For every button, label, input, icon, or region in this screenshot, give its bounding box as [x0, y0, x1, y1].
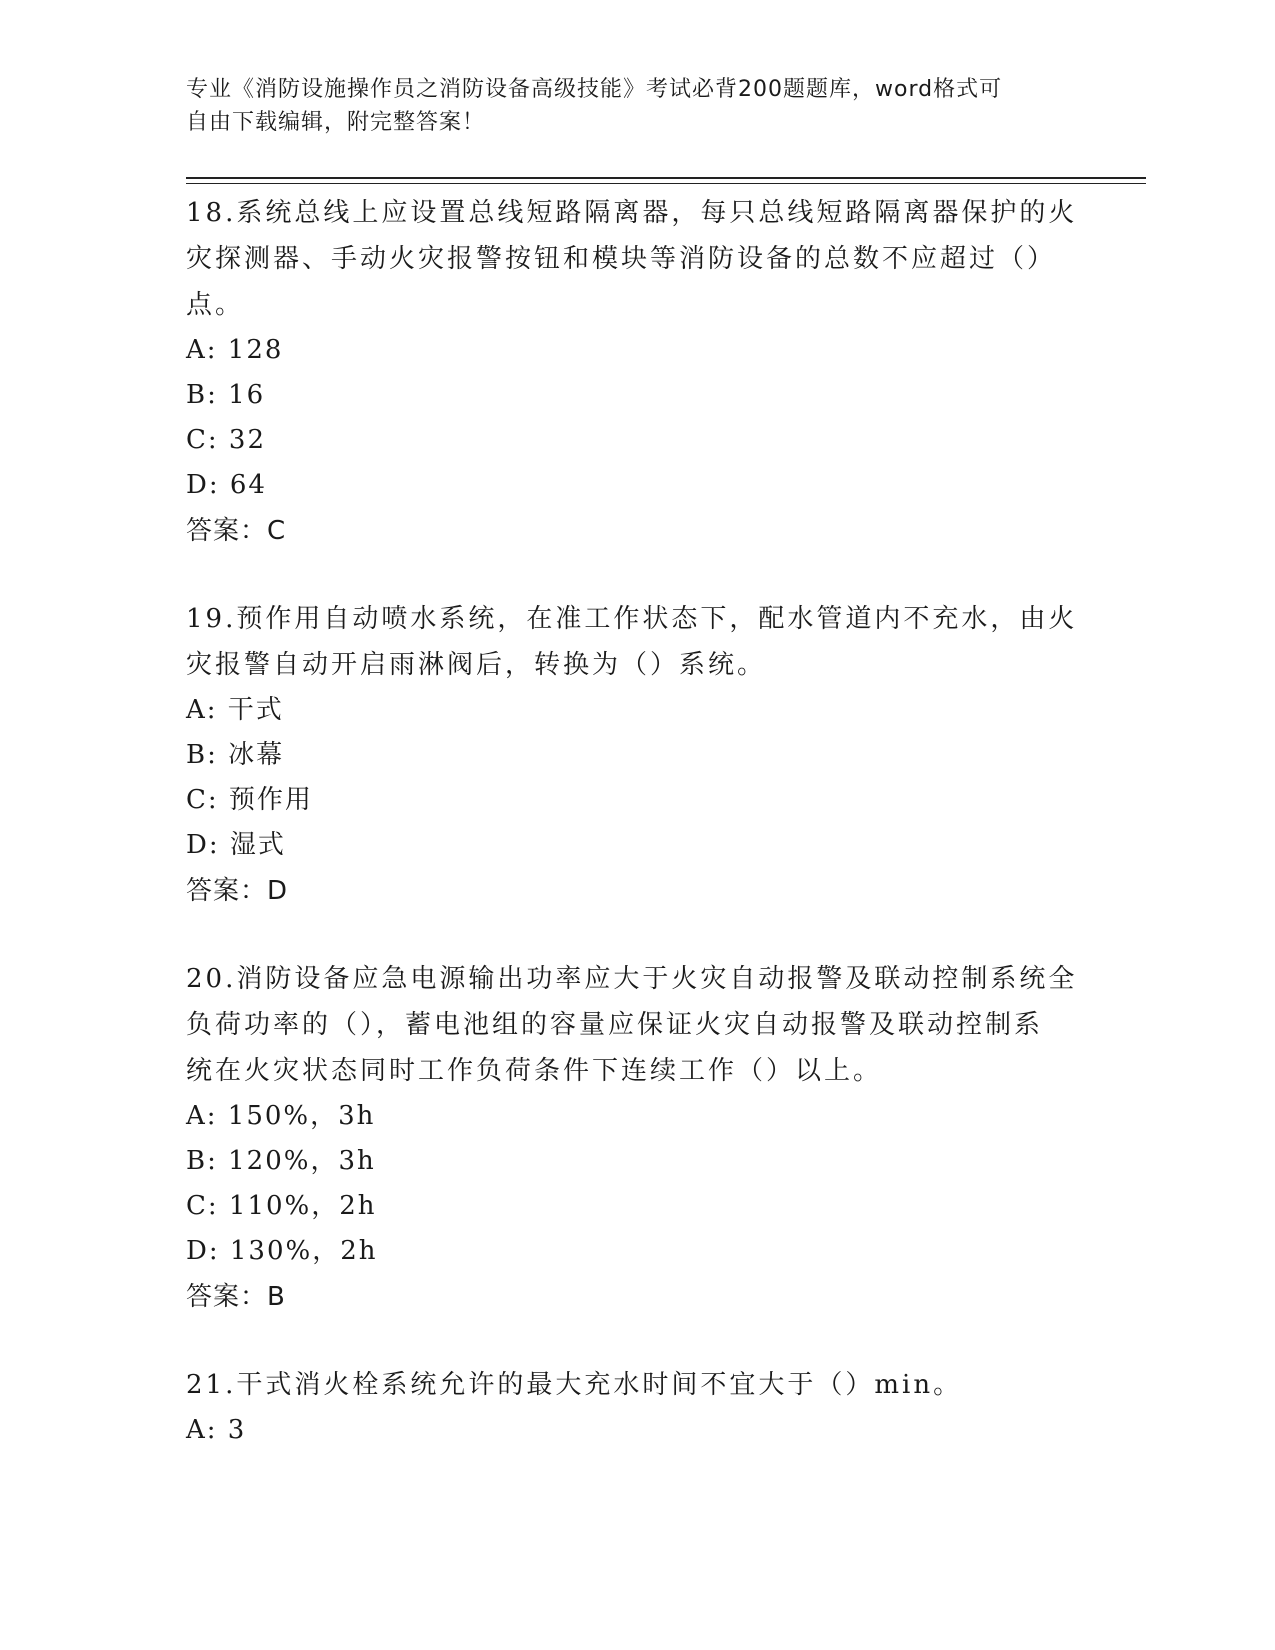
question-text-line: 21.干式消火栓系统允许的最大充水时间不宜大于（）min。: [186, 1370, 963, 1400]
question-text-line: 统在火灾状态同时工作负荷条件下连续工作（）以上。: [186, 1056, 883, 1086]
option-d: D: 130%，2h: [186, 1236, 378, 1266]
option-b: B: 16: [186, 380, 266, 410]
option-c: C: 110%，2h: [186, 1191, 377, 1221]
option-b: B: 120%，3h: [186, 1146, 376, 1176]
question-21: [186, 1362, 1086, 1453]
option-a: A: 干式: [186, 695, 284, 725]
answer: 答案：C: [186, 516, 287, 546]
question-19: [186, 596, 1086, 914]
question-text-line: 灾报警自动开启雨淋阀后，转换为（）系统。: [186, 650, 767, 680]
answer: 答案：B: [186, 1282, 286, 1312]
option-d: D: 湿式: [186, 830, 286, 860]
option-a: A: 128: [186, 335, 284, 365]
option-b: B: 冰幕: [186, 740, 285, 770]
question-text: [186, 956, 1086, 1094]
option-c: C: 32: [186, 425, 267, 455]
question-text-line: 点。: [186, 290, 245, 320]
option-a: A: 3: [186, 1415, 247, 1445]
question-20: [186, 956, 1086, 1320]
question-text: [186, 1362, 1086, 1408]
option-c: C: 预作用: [186, 785, 313, 815]
header-divider-thick: [186, 177, 1146, 179]
question-text: [186, 190, 1086, 328]
question-text-line: 20.消防设备应急电源输出功率应大于火灾自动报警及联动控制系统全: [186, 964, 1078, 994]
option-a: A: 150%，3h: [186, 1101, 376, 1131]
question-text-line: 负荷功率的（），蓄电池组的容量应保证火灾自动报警及联动控制系: [186, 1010, 1044, 1040]
header-divider-thin: [186, 183, 1146, 184]
option-d: D: 64: [186, 470, 267, 500]
header-line-2: 自由下载编辑，附完整答案！: [186, 110, 486, 135]
document-header: [186, 73, 1066, 139]
question-text-line: 灾探测器、手动火灾报警按钮和模块等消防设备的总数不应超过（）: [186, 244, 1057, 274]
question-text-line: 18.系统总线上应设置总线短路隔离器，每只总线短路隔离器保护的火: [186, 198, 1078, 228]
question-text: [186, 596, 1086, 688]
question-18: [186, 190, 1086, 554]
question-list: [186, 190, 1086, 1495]
question-text-line: 19.预作用自动喷水系统，在准工作状态下，配水管道内不充水，由火: [186, 604, 1078, 634]
header-line-1: 专业《消防设施操作员之消防设备高级技能》考试必背200题题库，word格式可: [186, 77, 1003, 102]
answer: 答案：D: [186, 876, 289, 906]
